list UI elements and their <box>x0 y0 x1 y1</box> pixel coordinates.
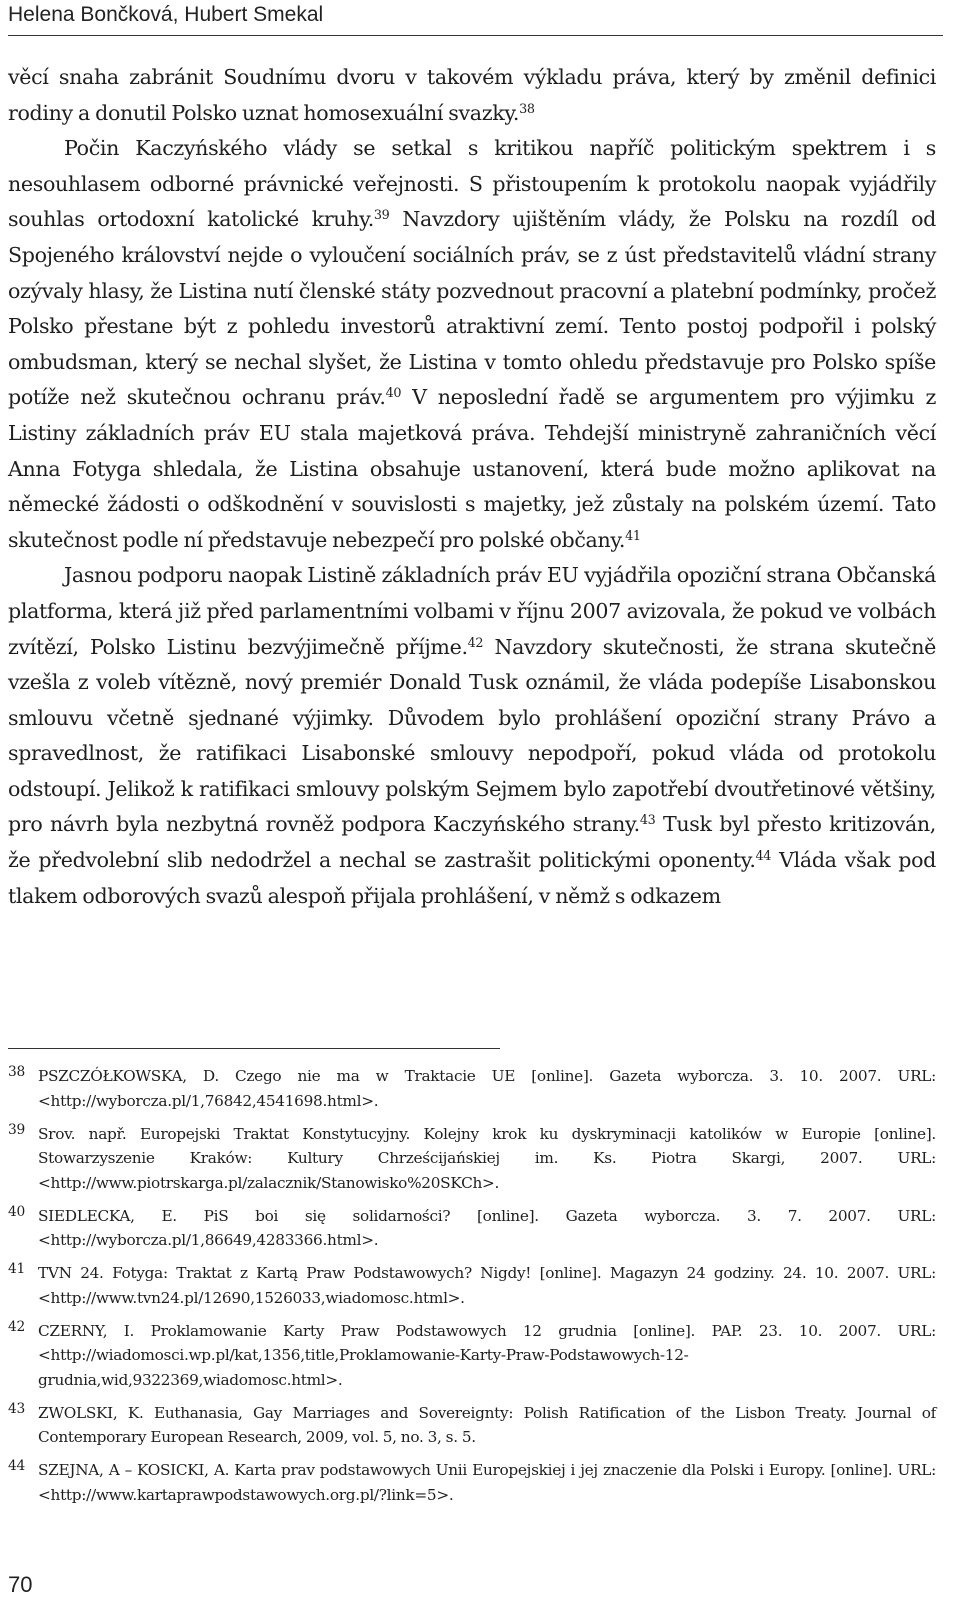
footnotes <box>8 1064 936 1516</box>
paragraph-text: věcí snaha zabránit Soudnímu dvoru v takovém výkladu práva, který by změnil definici rodiny a donutil Polsko uznat homosexuální svazky. <box>8 65 936 125</box>
footnote <box>8 1204 936 1253</box>
footnote-separator <box>8 1048 500 1049</box>
footnote-text: SIEDLECKA, E. PiS boi się solidarności? [online]. Gazeta wyborcza. 3. 7. 2007. URL: <http://wyborcza.pl/1,86649,4283366.html>. <box>38 1206 936 1249</box>
footnote-text: TVN 24. Fotyga: Traktat z Kartą Praw Podstawowych? Nigdy! [online]. Magazyn 24 godziny. 24. 10. 2007. URL: <http://www.tvn24.pl/12690,1526033,wiadomosc.html>. <box>38 1264 936 1307</box>
footnote-number: 39 <box>8 1121 25 1138</box>
footnote-ref[interactable]: 40 <box>385 386 402 402</box>
footnote <box>8 1401 936 1450</box>
paragraph-3 <box>8 558 936 914</box>
paragraph-text: V neposlední řadě se argumentem pro výjimku z Listiny základních práv EU stala majetková práva. Tehdejší ministryně zahraničních věcí Anna Fotyga shledala, že Listina obsahuje ustanovení, která bude možno aplikovat na německé žádosti o odškodnění v souvislosti s majetky, jež zůstaly na polském území. Tato skutečnost podle ní představuje nebezpečí pro polské občany. <box>8 385 937 552</box>
running-header <box>8 2 943 36</box>
footnote-number: 41 <box>8 1261 25 1278</box>
footnote-number: 42 <box>8 1318 25 1335</box>
footnote <box>8 1122 936 1196</box>
footnote-number: 38 <box>8 1064 25 1081</box>
footnote-ref[interactable]: 38 <box>519 101 535 117</box>
footnote-text: Srov. např. Europejski Traktat Konstytucyjny. Kolejny krok ku dyskryminacji katolików w Europie [online]. Stowarzyszenie Kraków: Kultury Chrześcijańskiej im. Ks. Piotra Skargi, 2007. URL: <http://www.piotrskarga.pl/zalacznik/Stanowisko%20SKCh>. <box>38 1124 936 1192</box>
page-number: 70 <box>8 1572 33 1597</box>
footnote <box>8 1064 936 1113</box>
footnote-text: CZERNY, I. Proklamowanie Karty Praw Podstawowych 12 grudnia [online]. PAP. 23. 10. 2007. URL: <http://wiadomosci.wp.pl/kat,1356,title,Proklamowanie-Karty-Praw-Podstawowych-12-grudnia,wid,9322369,wiadomosc.html>. <box>38 1321 936 1389</box>
paragraph-text: Navzdory skutečnosti, že strana skutečně vzešla z voleb vítězně, nový premiér Donald Tusk oznámil, že vláda podepíše Lisabonskou smlouvu včetně sjednané výjimky. Důvodem bylo prohlášení opoziční strany Právo a spravedlnost, že ratifikaci Lisabonské smlouvy nepodpoří, pokud vláda od protokolu odstoupí. Jelikož k ratifikaci smlouvy polským Sejmem bylo zapotřebí dvoutřetinové většiny, pro návrh byla nezbytná rovněž podpora Kaczyńského strany. <box>8 634 936 837</box>
paragraph-text: Vláda však pod tlakem odborových svazů alespoň přijala prohlášení, v němž s odkazem <box>8 848 936 908</box>
footnote-text: SZEJNA, A – KOSICKI, A. Karta prav podstawowych Unii Europejskiej i jej znaczenie dla Polski i Europy. [online]. URL: <http://www.kartaprawpodstawowych.org.pl/?link=5>. <box>38 1461 936 1504</box>
paragraph-text: Navzdory ujištěním vlády, že Polsku na rozdíl od Spojeného království nejde o vyloučení sociálních práv, se z úst představitelů vládní strany ozývaly hlasy, že Listina nutí členské státy pozvednout pracovní a platební podmínky, pročež Polsko přestane být z pohledu investorů atraktivní zemí. Tento postoj podpořil i polský ombudsman, který se nechal slyšet, že Listina v tomto ohledu představuje pro Polsko spíše potíže než skutečnou ochranu práv. <box>8 207 936 410</box>
paragraph-text: Počin Kaczyńského vlády se setkal s kritikou napříč politickým spektrem i s nesouhlasem odborné právnické veřejnosti. S přistoupením k protokolu naopak vyjádřily souhlas ortodoxní katolické kruhy. <box>8 136 936 232</box>
footnote <box>8 1261 936 1310</box>
footnote-ref[interactable]: 44 <box>755 849 772 865</box>
footnote-number: 40 <box>8 1203 25 1220</box>
main-text <box>8 60 936 914</box>
paragraph-1 <box>8 60 936 131</box>
footnote-ref[interactable]: 39 <box>373 208 390 224</box>
footnote-ref[interactable]: 42 <box>467 635 484 651</box>
footnote-text: ZWOLSKI, K. Euthanasia, Gay Marriages and Sovereignty: Polish Ratification of the Lisbon Treaty. Journal of Contemporary European Research, 2009, vol. 5, no. 3, s. 5. <box>38 1403 936 1446</box>
footnote-number: 43 <box>8 1400 25 1417</box>
header-authors: Helena Bončková, Hubert Smekal <box>8 3 324 26</box>
paragraph-2 <box>8 131 936 558</box>
footnote-ref[interactable]: 43 <box>639 813 656 829</box>
footnote <box>8 1319 936 1393</box>
footnote-ref[interactable]: 41 <box>625 528 641 544</box>
paragraph-text: Jasnou podporu naopak Listině základních práv EU vyjádřila opoziční strana Občanská platforma, která již před parlamentními volbami v říjnu 2007 avizovala, že pokud ve volbách zvítězí, Polsko Listinu bezvýjimečně příjme. <box>8 563 936 659</box>
footnote-number: 44 <box>8 1458 25 1475</box>
footnote <box>8 1458 936 1507</box>
footnote-text: PSZCZÓŁKOWSKA, D. Czego nie ma w Traktacie UE [online]. Gazeta wyborcza. 3. 10. 2007. URL: <http://wyborcza.pl/1,76842,4541698.html>. <box>38 1067 936 1110</box>
paragraph-text: Tusk byl přesto kritizován, že předvolební slib nedodržel a nechal se zastrašit politickými oponenty. <box>8 812 936 873</box>
